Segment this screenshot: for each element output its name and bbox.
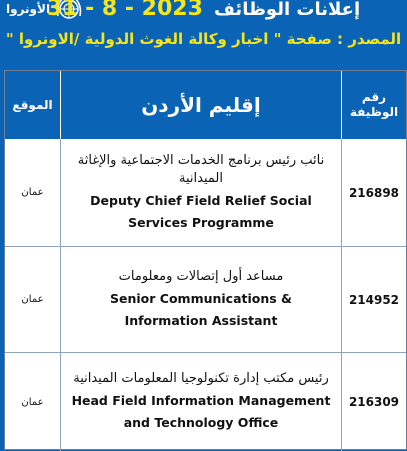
job-location: عمان [5,247,61,352]
table-row [5,247,406,353]
jobs-table [4,70,407,450]
table-row [5,353,406,451]
header [0,0,407,60]
header-region: إقليم الأردن [141,93,261,117]
header-job-number: رقم الوظيفة [341,71,406,139]
table-row [5,139,406,247]
table-header [5,71,406,141]
title-text: إعلانات الوظائف [214,0,361,20]
job-title-en: Senior Communications & Information Assistant [110,290,292,328]
logo-text: الأونروا [6,2,51,16]
job-location: عمان [5,139,61,246]
title-date: 31 - 8 - 2023 [46,0,203,21]
source-text: المصدر : صفحة " اخبار وكالة الغوث الدولية /الاونروا " [5,30,402,48]
job-number: 216898 [341,139,406,246]
job-title [61,247,341,352]
job-title-en: Head Field Information Management and Technology Office [71,393,331,430]
job-title-ar: نائب رئيس برنامج الخدمات الاجتماعية والإغاثة الميدانية [77,152,325,186]
job-title-ar: مساعد أول إتصالات ومعلومات [118,268,284,284]
job-location: عمان [5,353,61,451]
job-title-ar: رئيس مكتب إدارة تكنولوجيا المعلومات الميدانية [73,371,329,386]
header-location: الموقع [5,71,61,139]
job-number: 216309 [341,353,406,451]
page-title [0,0,407,26]
job-title [61,353,341,451]
job-title [61,139,341,246]
job-number: 214952 [341,247,406,352]
job-title-en: Deputy Chief Field Relief Social Services Programme [90,192,312,230]
